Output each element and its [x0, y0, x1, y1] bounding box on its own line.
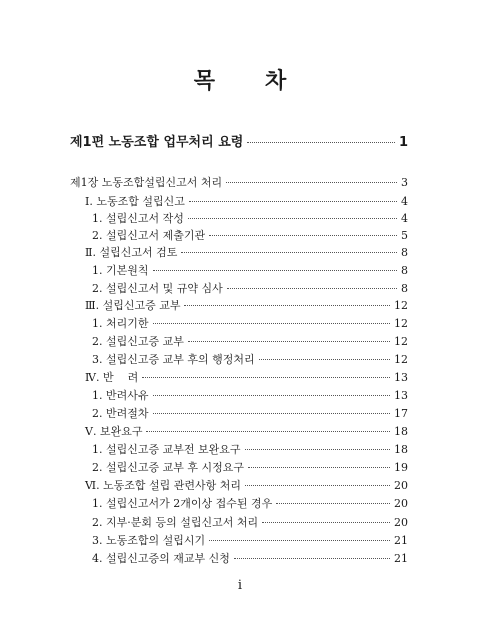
dot-leader: [227, 288, 397, 289]
dot-leader: [262, 522, 390, 523]
dot-leader: [153, 395, 391, 396]
toc-subsection[interactable]: [92, 315, 408, 331]
toc-subsection[interactable]: [92, 280, 408, 296]
toc-label: 2. 지부·분회 등의 설립신고서 처리: [92, 516, 259, 529]
toc-page: 8: [401, 264, 408, 277]
dot-leader: [153, 270, 398, 271]
dot-leader: [245, 485, 390, 486]
toc-label: Ⅱ. 설립신고서 검토: [85, 246, 178, 259]
toc-label: 2. 설립신고서 및 규약 심사: [92, 282, 223, 295]
toc-label: 3. 노동조합의 설립시기: [92, 534, 206, 547]
toc-page: 21: [394, 534, 408, 547]
toc-section[interactable]: [85, 477, 408, 493]
toc-page: 18: [394, 425, 408, 438]
toc-title-left: 목: [193, 68, 215, 94]
dot-leader: [259, 359, 390, 360]
toc-label: 2. 반려절차: [92, 407, 149, 420]
dot-leader: [247, 142, 395, 143]
toc-label: Ⅲ. 설립신고증 교부: [85, 299, 181, 312]
dot-leader: [209, 540, 390, 541]
toc-label: 제1편 노동조합 업무처리 요령: [70, 135, 244, 150]
toc-subsection[interactable]: [92, 262, 408, 278]
toc-title: [0, 64, 480, 95]
toc-page: 8: [401, 246, 408, 259]
toc-subsection[interactable]: [92, 351, 408, 367]
toc-title-right: 차: [265, 68, 287, 94]
toc-label: 2. 설립신고증 교부: [92, 335, 184, 348]
toc-label: 1. 설립신고서 작성: [92, 212, 184, 225]
dot-leader: [184, 305, 390, 306]
toc-subsection[interactable]: [92, 210, 408, 226]
toc-subsection[interactable]: [92, 333, 408, 349]
toc-section[interactable]: [85, 369, 408, 385]
toc-subsection[interactable]: [92, 405, 408, 421]
dot-leader: [188, 218, 397, 219]
toc-page: 3: [401, 176, 408, 189]
dot-leader: [153, 413, 391, 414]
dot-leader: [234, 558, 390, 559]
toc-page: 20: [394, 497, 408, 510]
dot-leader: [189, 201, 397, 202]
toc-section[interactable]: [85, 193, 408, 209]
toc-part-1[interactable]: [70, 131, 408, 150]
toc-page: 20: [394, 479, 408, 492]
dot-leader: [188, 341, 390, 342]
toc-page: 4: [401, 195, 408, 208]
dot-leader: [146, 431, 390, 432]
toc-label: 1. 처리기한: [92, 317, 149, 330]
toc-page: 8: [401, 282, 408, 295]
toc-subsection[interactable]: [92, 550, 408, 566]
toc-label: Ⅵ. 노동조합 설립 관련사항 처리: [85, 479, 242, 492]
toc-subsection[interactable]: [92, 495, 408, 511]
toc-label: Ⅴ. 보완요구: [85, 425, 143, 438]
toc-label: Ⅳ. 반 려: [85, 371, 139, 384]
toc-label: 1. 설립신고서가 2개이상 접수된 경우: [92, 497, 273, 510]
toc-page: 13: [394, 389, 408, 402]
toc-subsection[interactable]: [92, 459, 408, 475]
dot-leader: [226, 182, 397, 183]
dot-leader: [248, 467, 390, 468]
toc-label: 4. 설립신고증의 재교부 신청: [92, 552, 230, 565]
toc-page: 12: [394, 335, 408, 348]
toc-page: 12: [394, 353, 408, 366]
toc-section[interactable]: [85, 423, 408, 439]
toc-subsection[interactable]: [92, 514, 408, 530]
toc-page: 13: [394, 371, 408, 384]
dot-leader: [276, 503, 390, 504]
dot-leader: [245, 449, 391, 450]
dot-leader: [209, 235, 397, 236]
toc-section[interactable]: [85, 244, 408, 260]
toc-subsection[interactable]: [92, 441, 408, 457]
toc-label: 1. 반려사유: [92, 389, 149, 402]
toc-subsection[interactable]: [92, 227, 408, 243]
dot-leader: [181, 252, 397, 253]
toc-label: 제1장 노동조합설립신고서 처리: [70, 176, 223, 189]
toc-label: Ⅰ. 노동조합 설립신고: [85, 195, 185, 208]
toc-label: 2. 설립신고서 제출기관: [92, 229, 206, 242]
page-number: i: [237, 578, 243, 593]
toc-subsection[interactable]: [92, 532, 408, 548]
toc-page: 18: [394, 443, 408, 456]
dot-leader: [142, 377, 390, 378]
toc-label: 1. 기본원칙: [92, 264, 149, 277]
toc-page: 12: [394, 317, 408, 330]
toc-label: 3. 설립신고증 교부 후의 행정처리: [92, 353, 255, 366]
toc-label: 1. 설립신고증 교부전 보완요구: [92, 443, 241, 456]
toc-page: 5: [401, 229, 408, 242]
toc-page: 17: [394, 407, 408, 420]
toc-page: 20: [394, 516, 408, 529]
toc-page: 21: [394, 552, 408, 565]
toc-subsection[interactable]: [92, 387, 408, 403]
toc-page: 4: [401, 212, 408, 225]
dot-leader: [153, 323, 391, 324]
toc-page: 19: [394, 461, 408, 474]
toc-page: 12: [394, 299, 408, 312]
toc-page: 1: [398, 135, 408, 150]
toc-label: 2. 설립신고증 교부 후 시정요구: [92, 461, 244, 474]
toc-section[interactable]: [85, 297, 408, 313]
toc-chapter-1[interactable]: [70, 174, 408, 190]
